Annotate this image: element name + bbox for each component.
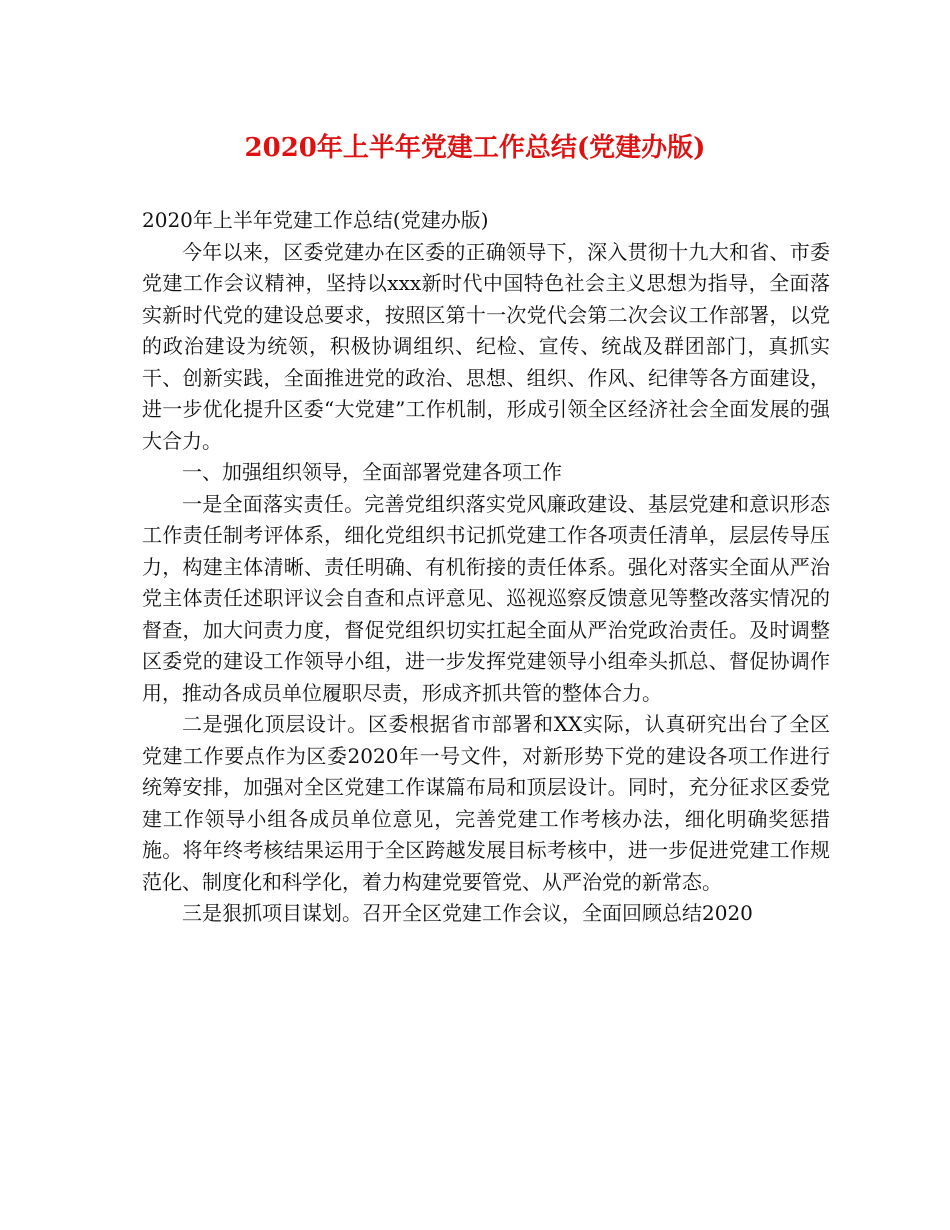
section-heading: 一、加强组织领导，全面部署党建各项工作 xyxy=(182,460,562,484)
document-subtitle-paragraph: 2020年上半年党建工作总结(党建办版) xyxy=(142,208,489,232)
body-paragraph: 一是全面落实责任。完善党组织落实党风廉政建设、基层党建和意识形态工作责任制考评体系，细化党组织书记抓党建工作各项责任清单，层层传导压力，构建主体清晰、责任明确、有机衔接的责任体系。强化对落实全面从严治党主体责任述职评议会自查和点评意见、巡视巡察反馈意见等整改落实情况的督查，加大问责力度，督促党组织切实扛起全面从严治党政治责任。及时调整区委党的建设工作领导小组，进一步发挥党建领导小组牵头抓总、督促协调作用，推动各成员单位履职尽责，形成齐抓共管的整体合力。 xyxy=(142,491,830,705)
intro-paragraph: 今年以来，区委党建办在区委的正确领导下，深入贯彻十九大和省、市委党建工作会议精神，坚持以xxx新时代中国特色社会主义思想为指导，全面落实新时代党的建设总要求，按照区第十一次党代会第二次会议工作部署，以党的政治建设为统领，积极协调组织、纪检、宣传、统战及群团部门，真抓实干、创新实践，全面推进党的政治、思想、组织、作风、纪律等各方面建设，进一步优化提升区委“大党建”工作机制，形成引领全区经济社会全面发展的强大合力。 xyxy=(142,239,830,453)
body-paragraph: 二是强化顶层设计。区委根据省市部署和XX实际，认真研究出台了全区党建工作要点作为区委2020年一号文件，对新形势下党的建设各项工作进行统筹安排，加强对全区党建工作谋篇布局和顶层设计。同时，充分征求区委党建工作领导小组各成员单位意见，完善党建工作考核办法，细化明确奖惩措施。将年终考核结果运用于全区跨越发展目标考核中，进一步促进党建工作规范化、制度化和科学化，着力构建党要管党、从严治党的新常态。 xyxy=(142,712,830,894)
document-body xyxy=(142,205,830,930)
document-title: 2020年上半年党建工作总结(党建办版) xyxy=(244,133,706,163)
body-paragraph: 三是狠抓项目谋划。召开全区党建工作会议，全面回顾总结2020 xyxy=(182,901,753,925)
